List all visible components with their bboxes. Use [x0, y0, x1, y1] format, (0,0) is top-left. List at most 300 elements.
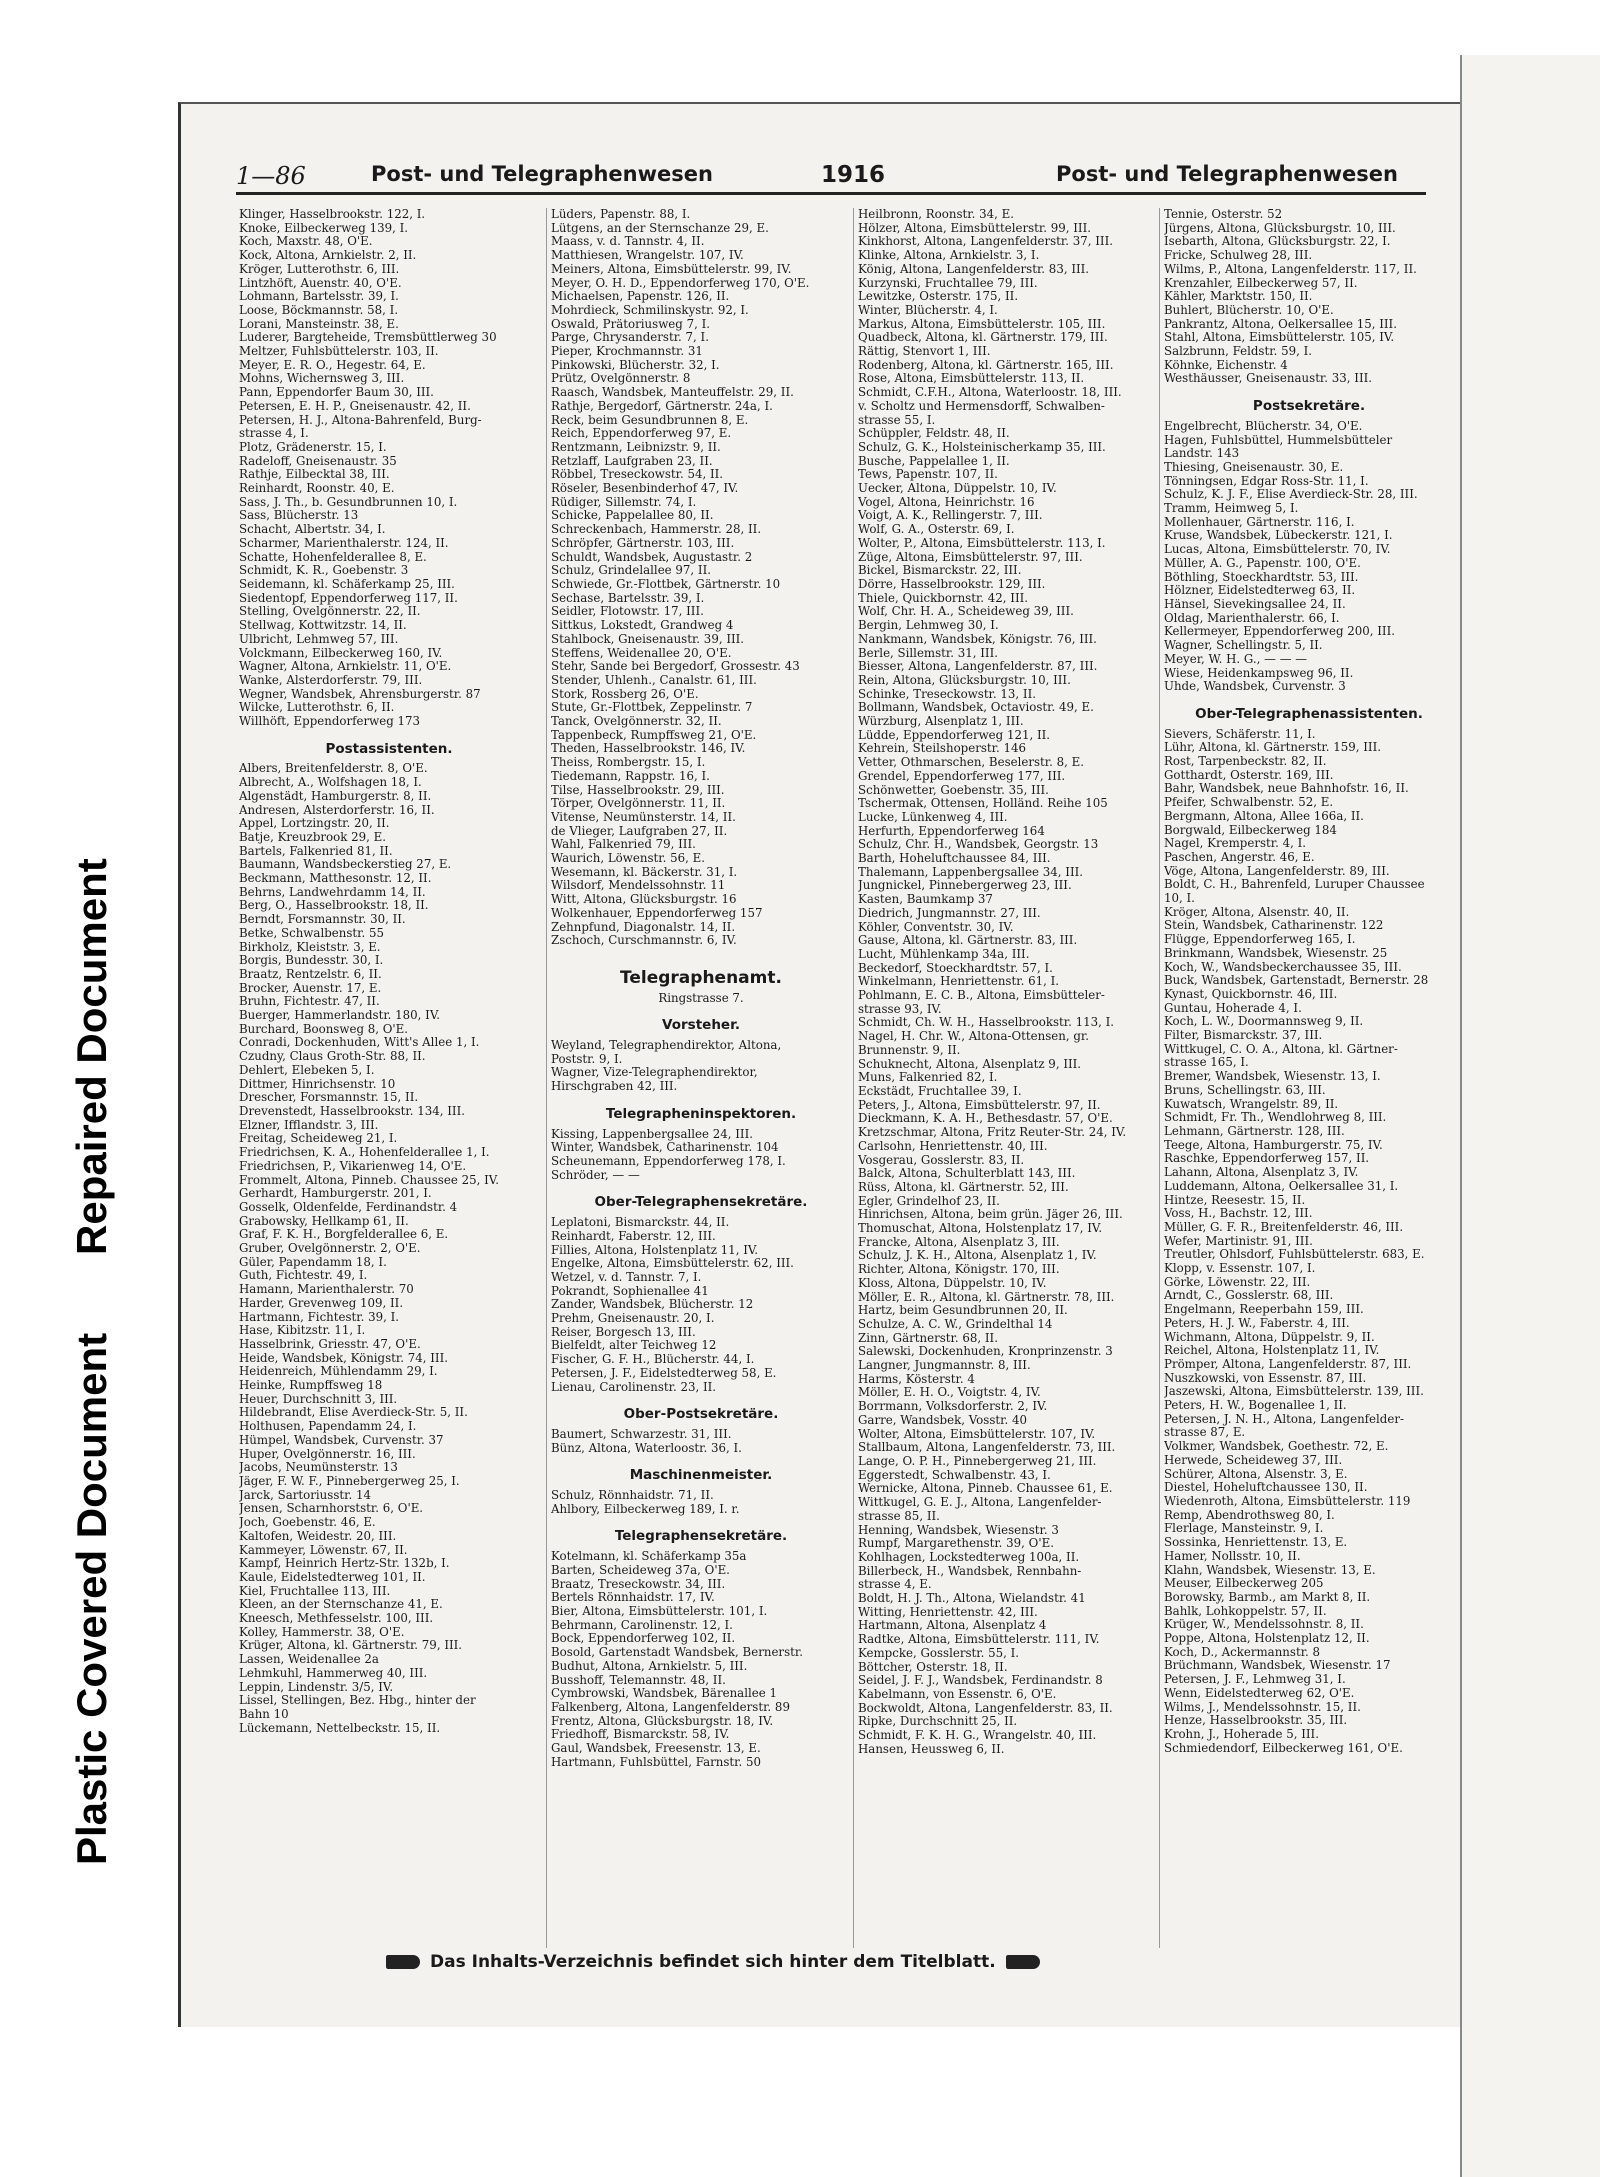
directory-entry: Heidenreich, Mühlendamm 29, I. [239, 1365, 438, 1379]
directory-entry: Bockwoldt, Altona, Langenfelderstr. 83, II. [858, 1701, 1113, 1715]
directory-entry: strasse 87, E. [1164, 1426, 1246, 1440]
directory-entry: Behrns, Landwehrdamm 14, II. [239, 885, 426, 899]
directory-entry: Kneesch, Methfesselstr. 100, III. [239, 1612, 434, 1626]
directory-entry: Rumpf, Margarethenstr. 39, O'E. [858, 1537, 1054, 1551]
directory-entry: Schulze, A. C. W., Grindelthal 14 [858, 1317, 1053, 1331]
directory-entry: Wittkugel, G. E. J., Altona, Langenfelder- [858, 1496, 1102, 1510]
directory-entry: Graf, F. K. H., Borgfelderallee 6, E. [239, 1228, 449, 1242]
directory-entry: Cymbrowski, Wandsbek, Bärenallee 1 [551, 1687, 777, 1701]
directory-entry: Lintzhöft, Auenstr. 40, O'E. [239, 276, 402, 290]
directory-entry: Kellermeyer, Eppendorferweg 200, III. [1164, 625, 1396, 639]
directory-entry: Fricke, Schulweg 28, III. [1164, 249, 1313, 263]
directory-entry: Kretzschmar, Altona, Fritz Reuter-Str. 24, IV. [858, 1126, 1127, 1140]
directory-entry: Albers, Breitenfelderstr. 8, O'E. [239, 762, 428, 776]
repaired-document-label: Repaired Document [68, 858, 115, 1255]
directory-entry: Grabowsky, Hellkamp 61, II. [239, 1214, 409, 1228]
directory-entry: Würzburg, Alsenplatz 1, III. [858, 715, 1024, 729]
directory-entry: Boldt, C. H., Bahrenfeld, Luruper Chaussee [1164, 878, 1425, 892]
directory-entry: Lange, O. P. H., Pinnebergerweg 21, III. [858, 1454, 1097, 1468]
directory-entry: Beckmann, Matthesonstr. 12, II. [239, 872, 432, 886]
directory-entry: Jürgens, Altona, Glücksburgstr. 10, III. [1164, 221, 1396, 235]
directory-entry: Lucht, Mühlenkamp 34a, III. [858, 947, 1030, 961]
directory-entry: Winter, Wandsbek, Catharinenstr. 104 [551, 1141, 779, 1155]
directory-entry: Carlsohn, Henriettenstr. 40, III. [858, 1139, 1048, 1153]
directory-entry: Fischer, G. F. H., Blücherstr. 44, I. [551, 1353, 755, 1367]
directory-entry: Wernicke, Altona, Pinneb. Chaussee 61, E. [858, 1482, 1113, 1496]
directory-entry: Lienau, Carolinenstr. 23, II. [551, 1380, 717, 1394]
directory-entry: Bünz, Altona, Waterloostr. 36, I. [551, 1441, 742, 1455]
directory-entry: strasse 4, I. [239, 427, 309, 441]
directory-entry: Reinhardt, Roonstr. 40, E. [239, 482, 395, 496]
page-header [236, 162, 1426, 195]
directory-entry: Koch, W., Wandsbeckerchaussee 35, III. [1164, 960, 1402, 974]
section-heading: Telegrapheninspektoren. [605, 1105, 797, 1122]
section-heading: Telegraphenamt. [620, 967, 782, 988]
directory-entry: Bollmann, Wandsbek, Octaviostr. 49, E. [858, 701, 1094, 715]
directory-entry: Garre, Wandsbek, Vosstr. 40 [858, 1413, 1027, 1427]
directory-entry: strasse 85, II. [858, 1509, 940, 1523]
directory-entry: Plotz, Grädenerstr. 15, I. [239, 440, 387, 454]
directory-entry: Bahlk, Lohkoppelstr. 57, II. [1164, 1604, 1327, 1618]
directory-entry: Schatte, Hohenfelderallee 8, E. [239, 550, 427, 564]
directory-entry: Petersen, E. H. P., Gneisenaustr. 42, II. [239, 399, 471, 413]
directory-entry: Rüdiger, Sillemstr. 74, I. [551, 495, 697, 509]
directory-entry: Thalemann, Lappenbergsallee 34, III. [858, 865, 1084, 879]
directory-entry: Remp, Abendrothsweg 80, I. [1164, 1508, 1335, 1522]
directory-entry: Borrmann, Volksdorferstr. 2, IV. [858, 1400, 1048, 1414]
directory-entry: Friedrichsen, P., Vikarienweg 14, O'E. [239, 1159, 467, 1173]
directory-entry: Algenstädt, Hamburgerstr. 8, II. [239, 789, 432, 803]
directory-entry: Koch, Maxstr. 48, O'E. [239, 235, 373, 249]
directory-entry: Sass, J. Th., b. Gesundbrunnen 10, I. [239, 495, 458, 509]
directory-entry: Klinger, Hasselbrookstr. 122, I. [239, 208, 426, 221]
directory-entry: Zschoch, Curschmannstr. 6, IV. [551, 934, 737, 948]
directory-entry: Rathje, Bergedorf, Gärtnerstr. 24a, I. [551, 399, 773, 413]
page-number: 1—86 [236, 162, 306, 190]
directory-entry: Schinke, Treseckowstr. 13, II. [858, 687, 1036, 701]
directory-entry: Bertels Rönnhaidstr. 17, IV. [551, 1591, 715, 1605]
directory-entry: Kuwatsch, Wrangelstr. 89, II. [1164, 1097, 1339, 1111]
directory-entry: Hamann, Marienthalerstr. 70 [239, 1283, 414, 1297]
directory-entry: Tappenbeck, Rumpffsweg 21, O'E. [551, 728, 757, 742]
directory-entry: Raschke, Eppendorferweg 157, II. [1164, 1152, 1370, 1166]
section-heading: Telegraphensekretäre. [614, 1528, 788, 1545]
directory-entry: Waurich, Löwenstr. 56, E. [551, 852, 705, 866]
directory-entry: Jarck, Sartoriusstr. 14 [239, 1488, 371, 1502]
directory-entry: Batje, Kreuzbrook 29, E. [239, 830, 386, 844]
directory-entry: Nankmann, Wandsbek, Königstr. 76, III. [858, 632, 1097, 646]
directory-entry: Treutler, Ohlsdorf, Fuhlsbüttelerstr. 683, E. [1164, 1248, 1425, 1262]
directory-entry: Bergin, Lehmweg 30, I. [858, 619, 999, 633]
directory-entry: Eckstädt, Fruchtallee 39, I. [858, 1085, 1022, 1098]
directory-entry: Heide, Wandsbek, Königstr. 74, III. [239, 1351, 448, 1365]
directory-entry: Bickel, Bismarckstr. 22, III. [858, 564, 1022, 578]
directory-entry: Brunnenstr. 9, II. [858, 1043, 961, 1057]
directory-entry: Reich, Eppendorferweg 97, E. [551, 427, 732, 441]
directory-entry: Köhnke, Eichenstr. 4 [1164, 358, 1288, 372]
directory-entry: Reichel, Altona, Holstenplatz 11, IV. [1164, 1344, 1380, 1358]
directory-entry: Falkenberg, Altona, Langenfelderstr. 89 [551, 1700, 790, 1714]
directory-entry: Burchard, Boonsweg 8, O'E. [239, 1022, 409, 1036]
directory-entry: strasse 4, E. [858, 1578, 932, 1592]
directory-entry: Dehlert, Elebeken 5, I. [239, 1063, 375, 1077]
directory-entry: Gruber, Övelgönnerstr. 2, O'E. [239, 1242, 421, 1256]
directory-entry: Stute, Gr.-Flottbek, Zeppelinstr. 7 [551, 701, 753, 715]
directory-entry: Lucke, Lünkenweg 4, III. [858, 810, 1008, 824]
directory-entry: Schulz, K. J. F., Elise Averdieck-Str. 28, III. [1164, 488, 1418, 502]
directory-entry: Vitense, Neumünsterstr. 14, II. [551, 810, 736, 824]
directory-entry: Busche, Pappelallee 1, II. [858, 454, 1010, 468]
directory-entry: Leplatoni, Bismarckstr. 44, II. [551, 1216, 730, 1230]
directory-entry: Prütz, Övelgönnerstr. 8 [551, 372, 691, 386]
directory-entry: Wenn, Eidelstedterweg 62, O'E. [1164, 1686, 1355, 1700]
directory-entry: Maass, v. d. Tannstr. 4, II. [551, 235, 705, 249]
directory-entry: Radtke, Altona, Eimsbüttelerstr. 111, IV. [858, 1633, 1100, 1647]
directory-entry: Markus, Altona, Eimsbüttelerstr. 105, III. [858, 317, 1106, 331]
directory-entry: Wegner, Wandsbek, Ahrensburgerstr. 87 [239, 687, 481, 701]
directory-entry: Henze, Hasselbrookstr. 35, III. [1164, 1714, 1348, 1728]
header-year: 1916 [821, 162, 886, 188]
directory-entry: Ahlbory, Eilbeckerweg 189, I. r. [551, 1502, 740, 1516]
directory-entry: Schönwetter, Goebenstr. 35, III. [858, 783, 1049, 797]
directory-entry: Kampf, Heinrich Hertz-Str. 132b, I. [239, 1557, 450, 1571]
directory-entry: Bartels, Falkenried 81, II. [239, 844, 393, 858]
directory-entry: Volkmer, Wandsbek, Goethestr. 72, E. [1164, 1440, 1389, 1454]
directory-entry: Huper, Övelgönnerstr. 16, III. [239, 1447, 416, 1461]
directory-entry: Klopp, v. Essenstr. 107, I. [1164, 1262, 1316, 1276]
directory-entry: Lucas, Altona, Eimsbüttelerstr. 70, IV. [1164, 543, 1391, 557]
directory-entry: Bruns, Schellingstr. 63, III. [1164, 1083, 1326, 1097]
directory-entry: Koch, L. W., Doormannsweg 9, II. [1164, 1015, 1364, 1029]
directory-entry: Meyer, E. R. O., Hegestr. 64, E. [239, 358, 426, 372]
directory-entry: Mohrdieck, Schmilinskystr. 92, I. [551, 303, 749, 317]
directory-entry: Bock, Eppendorferweg 102, II. [551, 1632, 736, 1646]
directory-entry: Brinkmann, Wandsbek, Wiesenstr. 25 [1164, 946, 1388, 960]
directory-entry: Frommelt, Altona, Pinneb. Chaussee 25, IV. [239, 1173, 499, 1187]
directory-entry: Wolf, G. A., Osterstr. 69, I. [858, 523, 1015, 537]
section-heading: Ober-Telegraphensekretäre. [594, 1194, 808, 1211]
directory-entry: Hamer, Nollsstr. 10, II. [1164, 1549, 1301, 1563]
directory-entry: Schicke, Pappelallee 80, II. [551, 509, 714, 523]
directory-entry: Mohns, Wichernsweg 3, III. [239, 372, 405, 386]
directory-entry: Hümpel, Wandsbek, Curvenstr. 37 [239, 1433, 444, 1447]
directory-entry: Zander, Wandsbek, Blücherstr. 12 [551, 1298, 754, 1312]
section-heading: Maschinenmeister. [629, 1467, 773, 1484]
directory-entry: Berle, Sillemstr. 31, III. [858, 646, 998, 660]
directory-entry: Herfurth, Eppendorferweg 164 [858, 824, 1045, 838]
directory-entry: Tennie, Osterstr. 52 [1164, 208, 1283, 221]
directory-entry: Meiners, Altona, Eimsbüttelerstr. 99, IV. [551, 262, 792, 276]
directory-entry: Kolley, Hammerstr. 38, O'E. [239, 1625, 405, 1639]
directory-entry: Salzbrunn, Feldstr. 59, I. [1164, 345, 1312, 359]
directory-entry: Vetter, Othmarschen, Beselerstr. 8, E. [858, 756, 1085, 770]
directory-entry: Krüger, Altona, kl. Gärtnerstr. 79, III. [239, 1639, 463, 1653]
directory-entry: Heilbronn, Roonstr. 34, E. [858, 208, 1014, 221]
directory-entry: Böthling, Stoeckhardtstr. 53, III. [1164, 570, 1359, 584]
next-page-edge [1460, 55, 1600, 2177]
directory-entry: Beckedorf, Stoeckhardtstr. 57, I. [858, 961, 1053, 975]
directory-entry: Theiss, Rombergstr. 15, I. [551, 756, 706, 770]
directory-entry: Steffens, Weidenallee 20, O'E. [551, 646, 732, 660]
directory-entry: Zinn, Gärtnerstr. 68, II. [858, 1331, 998, 1345]
directory-entry: Dörre, Hasselbrookstr. 129, III. [858, 577, 1046, 591]
directory-entry: Winkelmann, Henriettenstr. 61, I. [858, 975, 1059, 989]
directory-entry: Meuser, Eilbeckerweg 205 [1164, 1577, 1324, 1591]
directory-entry: Kotelmann, kl. Schäferkamp 35a [551, 1550, 747, 1564]
directory-entry: Reiser, Borgesch 13, III. [551, 1325, 696, 1339]
directory-entry: Kabelmann, von Essenstr. 6, O'E. [858, 1687, 1057, 1701]
directory-entry: Wilsdorf, Mendelssohnstr. 11 [551, 879, 726, 893]
directory-entry: Sievers, Schäferstr. 11, I. [1164, 727, 1316, 741]
directory-entry: v. Scholtz und Hermensdorff, Schwalben- [858, 399, 1105, 413]
directory-entry: Drescher, Forsmannstr. 15, II. [239, 1091, 419, 1105]
directory-entry: Brüchmann, Wandsbek, Wiesenstr. 17 [1164, 1659, 1391, 1673]
directory-entry: Bielfeldt, alter Teichweg 12 [551, 1339, 717, 1353]
directory-entry: Hartz, beim Gesundbrunnen 20, II. [858, 1304, 1068, 1318]
directory-entry: Hölzer, Altona, Eimsbüttelerstr. 99, III. [858, 221, 1091, 235]
directory-entry: Kruse, Wandsbek, Lübeckerstr. 121, I. [1164, 529, 1393, 543]
directory-entry: Arndt, C., Gosslerstr. 68, III. [1164, 1289, 1334, 1303]
directory-entry: Braatz, Treseckowstr. 34, III. [551, 1577, 726, 1591]
directory-entry: Rodenberg, Altona, kl. Gärtnerstr. 165, III. [858, 358, 1114, 372]
directory-entry: Andresen, Alsterdorferstr. 16, II. [239, 803, 435, 817]
directory-entry: Kröger, Lutterothstr. 6, III. [239, 262, 400, 276]
directory-entry: Knoke, Eilbeckerweg 139, I. [239, 221, 409, 235]
directory-entry: Bergmann, Altona, Allee 166a, II. [1164, 809, 1364, 823]
directory-entry: Harms, Kösterstr. 4 [858, 1372, 975, 1386]
column-4 [1159, 208, 1454, 1948]
directory-entry: Lühr, Altona, kl. Gärtnerstr. 159, III. [1164, 741, 1381, 755]
directory-entry: Stahl, Altona, Eimsbüttelerstr. 105, IV. [1164, 331, 1395, 345]
directory-entry: Langner, Jungmannstr. 8, III. [858, 1359, 1031, 1373]
directory-entry: Lüders, Papenstr. 88, I. [551, 208, 691, 221]
directory-entry: Voigt, A. K., Rellingerstr. 7, III. [858, 509, 1043, 523]
directory-entry: Filter, Bismarckstr. 37, III. [1164, 1029, 1323, 1043]
directory-entry: Seidler, Flotowstr. 17, III. [551, 605, 704, 619]
directory-entry: Klahn, Wandsbek, Wiesenstr. 13, E. [1164, 1563, 1376, 1577]
directory-entry: Uecker, Altona, Düppelstr. 10, IV. [858, 482, 1057, 496]
directory-entry: Freitag, Scheideweg 21, I. [239, 1132, 398, 1146]
directory-entry: Flügge, Eppendorferweg 165, I. [1164, 933, 1356, 947]
directory-entry: Herwede, Scheideweg 37, III. [1164, 1453, 1343, 1467]
directory-entry: Radeloff, Gneisenaustr. 35 [239, 454, 397, 468]
directory-entry: Lissel, Stellingen, Bez. Hbg., hinter der [239, 1694, 476, 1708]
directory-entry: Witt, Altona, Glücksburgstr. 16 [551, 893, 737, 907]
directory-entry: Czudny, Claus Groth-Str. 88, II. [239, 1050, 426, 1064]
directory-entry: Witting, Henriettenstr. 42, III. [858, 1605, 1038, 1619]
directory-entry: Wolter, P., Altona, Eimsbüttelerstr. 113, I. [858, 536, 1106, 550]
directory-entry: Schmidt, K. R., Goebenstr. 3 [239, 564, 409, 578]
directory-entry: Wagner, Vize-Telegraphendirektor, [551, 1066, 758, 1080]
directory-entry: Poppe, Altona, Holstenplatz 12, II. [1164, 1632, 1370, 1646]
directory-entry: Poststr. 9, I. [551, 1052, 623, 1066]
directory-entry: Meltzer, Fuhlsbüttelerstr. 103, II. [239, 345, 439, 359]
directory-entry: Wilcke, Lutterothstr. 6, II. [239, 701, 395, 715]
directory-entry: Kasten, Baumkamp 37 [858, 893, 993, 907]
directory-entry: Lohmann, Bartelsstr. 39, I. [239, 290, 399, 304]
directory-entry: Henning, Wandsbek, Wiesenstr. 3 [858, 1523, 1059, 1537]
directory-entry: Scharmer, Marienthalerstr. 124, II. [239, 536, 449, 550]
directory-entry: Voss, H., Bachstr. 12, III. [1164, 1207, 1313, 1221]
directory-entry: Heinke, Rumpffsweg 18 [239, 1379, 383, 1393]
directory-entry: Wolter, Altona, Eimsbüttelerstr. 107, IV. [858, 1427, 1096, 1441]
directory-entry: Nagel, Kremperstr. 4, I. [1164, 837, 1307, 851]
directory-entry: Richter, Altona, Königstr. 170, III. [858, 1263, 1060, 1277]
directory-entry: Rentzmann, Leibnizstr. 9, II. [551, 440, 721, 454]
directory-entry: Schmidt, F. K. H. G., Wrangelstr. 40, III. [858, 1729, 1097, 1743]
directory-entry: Thiesing, Gneisenaustr. 30, E. [1164, 460, 1344, 474]
directory-entry: Lahann, Altona, Alsenplatz 3, IV. [1164, 1166, 1359, 1180]
directory-entry: Drevenstedt, Hasselbrookstr. 134, III. [239, 1105, 466, 1118]
directory-entry: Görke, Löwenstr. 22, III. [1164, 1275, 1311, 1289]
directory-entry: Conradi, Dockenhuden, Witt's Allee 1, I. [239, 1036, 480, 1050]
directory-entry: Hase, Kibitzstr. 11, I. [239, 1324, 366, 1338]
directory-entry: Petersen, J. N. H., Altona, Langenfelder- [1164, 1412, 1404, 1426]
directory-entry: Tramm, Heimweg 5, I. [1164, 502, 1299, 516]
directory-entry: Schwiede, Gr.-Flottbek, Gärtnerstr. 10 [551, 577, 781, 591]
directory-entry: Pohlmann, E. C. B., Altona, Eimsbütteler- [858, 989, 1105, 1003]
directory-entry: Schreckenbach, Hammerstr. 28, II. [551, 523, 762, 537]
directory-entry: Brocker, Auenstr. 17, E. [239, 981, 382, 995]
directory-entry: Engelke, Altona, Eimsbüttelerstr. 62, III. [551, 1257, 794, 1271]
directory-entry: Stahlbock, Gneisenaustr. 39, III. [551, 632, 745, 646]
directory-entry: Schmidt, C.F.H., Altona, Waterloostr. 18, III. [858, 386, 1122, 400]
directory-entry: Vosgerau, Gosslerstr. 83, II. [858, 1153, 1025, 1167]
directory-entry: Nuszkowski, von Essenstr. 87, III. [1164, 1371, 1367, 1385]
directory-entry: Salewski, Dockenhuden, Kronprinzenstr. 3 [858, 1345, 1113, 1359]
directory-entry: Prehm, Gneisenaustr. 20, I. [551, 1312, 715, 1326]
directory-entry: Francke, Altona, Alsenplatz 3, III. [858, 1235, 1060, 1249]
directory-entry: Willhöft, Eppendorferweg 173 [239, 715, 421, 729]
directory-entry: Barth, Hoheluftchaussee 84, III. [858, 852, 1051, 866]
directory-entry: Billerbeck, H., Wandsbek, Rennbahn- [858, 1564, 1082, 1578]
directory-entry: Köhler, Conventstr. 30, IV. [858, 920, 1014, 934]
directory-entry: Wolf, Chr. H. A., Scheideweg 39, III. [858, 605, 1074, 619]
directory-entry: Kloss, Altona, Düppelstr. 10, IV. [858, 1276, 1047, 1290]
directory-entry: Jacobs, Neumünsterstr. 13 [239, 1461, 398, 1475]
directory-entry: Wefer, Martinistr. 91, III. [1164, 1234, 1313, 1248]
directory-entry: Bruhn, Fichtestr. 47, II. [239, 995, 380, 1009]
directory-entry: Theden, Hasselbrookstr. 146, IV. [551, 742, 746, 756]
directory-entry: Schulz, J. K. H., Altona, Alsenplatz 1, IV. [858, 1249, 1097, 1263]
directory-entry: Friedhoff, Bismarckstr. 58, IV. [551, 1728, 730, 1742]
directory-entry: Flerlage, Mansteinstr. 9, I. [1164, 1522, 1324, 1536]
directory-entry: Frentz, Altona, Glücksburgstr. 18, IV. [551, 1714, 774, 1728]
directory-entry: Tönningsen, Edgar Ross-Str. 11, I. [1164, 474, 1369, 488]
directory-entry: Elzner, Ifflandstr. 3, III. [239, 1118, 379, 1132]
directory-entry: Tiedemann, Rappstr. 16, I. [551, 769, 710, 783]
directory-entry: Balck, Altona, Schulterblatt 143, III. [858, 1167, 1076, 1181]
directory-entry: Wesemann, kl. Bäckerstr. 31, I. [551, 865, 738, 879]
directory-entry: Wahl, Falkenried 79, III. [551, 838, 696, 852]
directory-entry: Rüss, Altona, kl. Gärtnerstr. 52, III. [858, 1180, 1069, 1194]
directory-entry: Tews, Papenstr. 107, II. [858, 468, 998, 482]
directory-entry: Schröder, — — [551, 1168, 640, 1182]
directory-entry: Holthusen, Papendamm 24, I. [239, 1420, 417, 1434]
directory-entry: Gosselk, Oldenfelde, Ferdinandstr. 4 [239, 1200, 458, 1214]
directory-entry: Schulz, G. K., Holsteinischerkamp 35, III. [858, 440, 1106, 454]
directory-entry: Wagner, Altona, Arnkielstr. 11, O'E. [239, 660, 452, 674]
directory-entry: Berndt, Forsmannstr. 30, II. [239, 913, 406, 927]
directory-entry: Wiese, Heidenkampsweg 96, II. [1164, 666, 1354, 680]
directory-entry: Diedrich, Jungmannstr. 27, III. [858, 906, 1041, 920]
directory-entry: Barten, Scheideweg 37a, O'E. [551, 1563, 730, 1577]
directory-entry: Diestel, Hoheluftchaussee 130, II. [1164, 1481, 1368, 1495]
column-3 [853, 208, 1158, 1948]
directory-entry: Bosold, Gartenstadt Wandsbek, Bernerstr. [551, 1646, 803, 1660]
directory-entry: König, Altona, Langenfelderstr. 83, III. [858, 262, 1090, 276]
directory-entry: Hartmann, Altona, Alsenplatz 4 [858, 1619, 1047, 1633]
directory-entry: Harder, Grevenweg 109, II. [239, 1296, 404, 1310]
directory-entry: Baumann, Wandsbeckerstieg 27, E. [239, 858, 452, 872]
directory-entry: Seidemann, kl. Schäferkamp 25, III. [239, 577, 455, 591]
directory-entry: Wanke, Alsterdorferstr. 79, III. [239, 673, 423, 687]
directory-entry: de Vlieger, Laufgraben 27, II. [551, 824, 728, 838]
directory-entry: Lütgens, an der Sternschanze 29, E. [551, 221, 769, 235]
directory-entry: Kammeyer, Löwenstr. 67, II. [239, 1543, 408, 1557]
directory-entry: Retzlaff, Laufgraben 23, II. [551, 454, 713, 468]
directory-entry: Lassen, Weidenallee 2a [239, 1653, 379, 1667]
directory-entry: Kröger, Altona, Alsenstr. 40, II. [1164, 905, 1350, 919]
directory-entry: Bahr, Wandsbek, neue Bahnhofstr. 16, II. [1164, 782, 1409, 796]
directory-entry: Paschen, Angerstr. 46, E. [1164, 850, 1315, 864]
directory-entry: Schulz, Rönnhaidstr. 71, II. [551, 1489, 714, 1503]
directory-entry: Petersen, J. F., Lehmweg 31, I. [1164, 1673, 1346, 1687]
directory-entry: Prömper, Altona, Langenfelderstr. 87, III. [1164, 1357, 1412, 1371]
directory-entry: Borgis, Bundesstr. 30, I. [239, 954, 384, 968]
directory-entry: Wichmann, Altona, Düppelstr. 9, II. [1164, 1330, 1375, 1344]
directory-entry: Friedrichsen, K. A., Hohenfelderallee 1, I. [239, 1146, 490, 1160]
directory-entry: Grendel, Eppendorferweg 177, III. [858, 769, 1066, 783]
directory-entry: Rost, Tarpenbeckstr. 82, II. [1164, 755, 1327, 769]
directory-entry: Volckmann, Eilbeckerweg 160, IV. [239, 646, 443, 660]
directory-entry: Landstr. 143 [1164, 447, 1240, 461]
directory-entry: Petersen, J. F., Eidelstedterweg 58, E. [551, 1366, 777, 1380]
directory-entry: Sossinka, Henriettenstr. 13, E. [1164, 1536, 1348, 1550]
directory-entry: Loose, Böckmannstr. 58, I. [239, 303, 399, 317]
directory-entry: Möller, E. H. O., Voigtstr. 4, IV. [858, 1386, 1041, 1400]
directory-entry: Tilse, Hasselbrookstr. 29, III. [551, 783, 725, 797]
directory-entry: Koch, D., Ackermannstr. 8 [1164, 1645, 1321, 1659]
directory-entry: Schüppler, Feldstr. 48, II. [858, 427, 1010, 441]
directory-entry: Uhde, Wandsbek, Curvenstr. 3 [1164, 680, 1346, 694]
section-heading: Ober-Telegraphenassistenten. [1195, 705, 1423, 722]
directory-entry: Thomuschat, Altona, Holstenplatz 17, IV. [858, 1222, 1103, 1236]
directory-entry: Züge, Altona, Eimsbüttelerstr. 97, III. [858, 550, 1083, 564]
directory-entry: Klinke, Altona, Arnkielstr. 3, I. [858, 249, 1040, 263]
directory-entry: Stelling, Övelgönnerstr. 22, II. [239, 605, 421, 619]
directory-entry: Wilms, P., Altona, Langenfelderstr. 117, II. [1164, 262, 1417, 276]
directory-entry: Kynast, Quickbornstr. 46, III. [1164, 987, 1338, 1001]
directory-entry: Raasch, Wandsbek, Manteuffelstr. 29, II. [551, 386, 794, 400]
directory-entry: Wetzel, v. d. Tannstr. 7, I. [551, 1270, 702, 1284]
directory-entry: Schacht, Albertstr. 34, I. [239, 523, 386, 537]
directory-entry: Rättig, Stenvort 1, III. [858, 345, 991, 359]
directory-entry: Thiele, Quickbornstr. 42, III. [858, 591, 1029, 605]
directory-entry: Boldt, H. J. Th., Altona, Wielandstr. 41 [858, 1592, 1086, 1606]
directory-entry: Hartmann, Fuhlsbüttel, Farnstr. 50 [551, 1755, 762, 1769]
directory-entry: Reck, beim Gesundbrunnen 8, E. [551, 413, 749, 427]
directory-entry: Lehmann, Gärtnerstr. 128, III. [1164, 1125, 1345, 1138]
directory-entry: Lehmkuhl, Hammerweg 40, III. [239, 1666, 428, 1680]
directory-entry: Teege, Altona, Hamburgerstr. 75, IV. [1164, 1138, 1383, 1152]
directory-entry: Meyer, O. H. D., Eppendorferweg 170, O'E. [551, 276, 810, 290]
directory-entry: Buerger, Hammerlandstr. 180, IV. [239, 1009, 441, 1023]
directory-entry: Röseler, Besenbinderhof 47, IV. [551, 482, 739, 496]
directory-entry: Pankrantz, Altona, Oelkersallee 15, III. [1164, 317, 1397, 331]
directory-entry: Kleen, an der Sternschanze 41, E. [239, 1598, 443, 1612]
directory-entry: Hinrichsen, Altona, beim grün. Jäger 26, III. [858, 1208, 1123, 1222]
